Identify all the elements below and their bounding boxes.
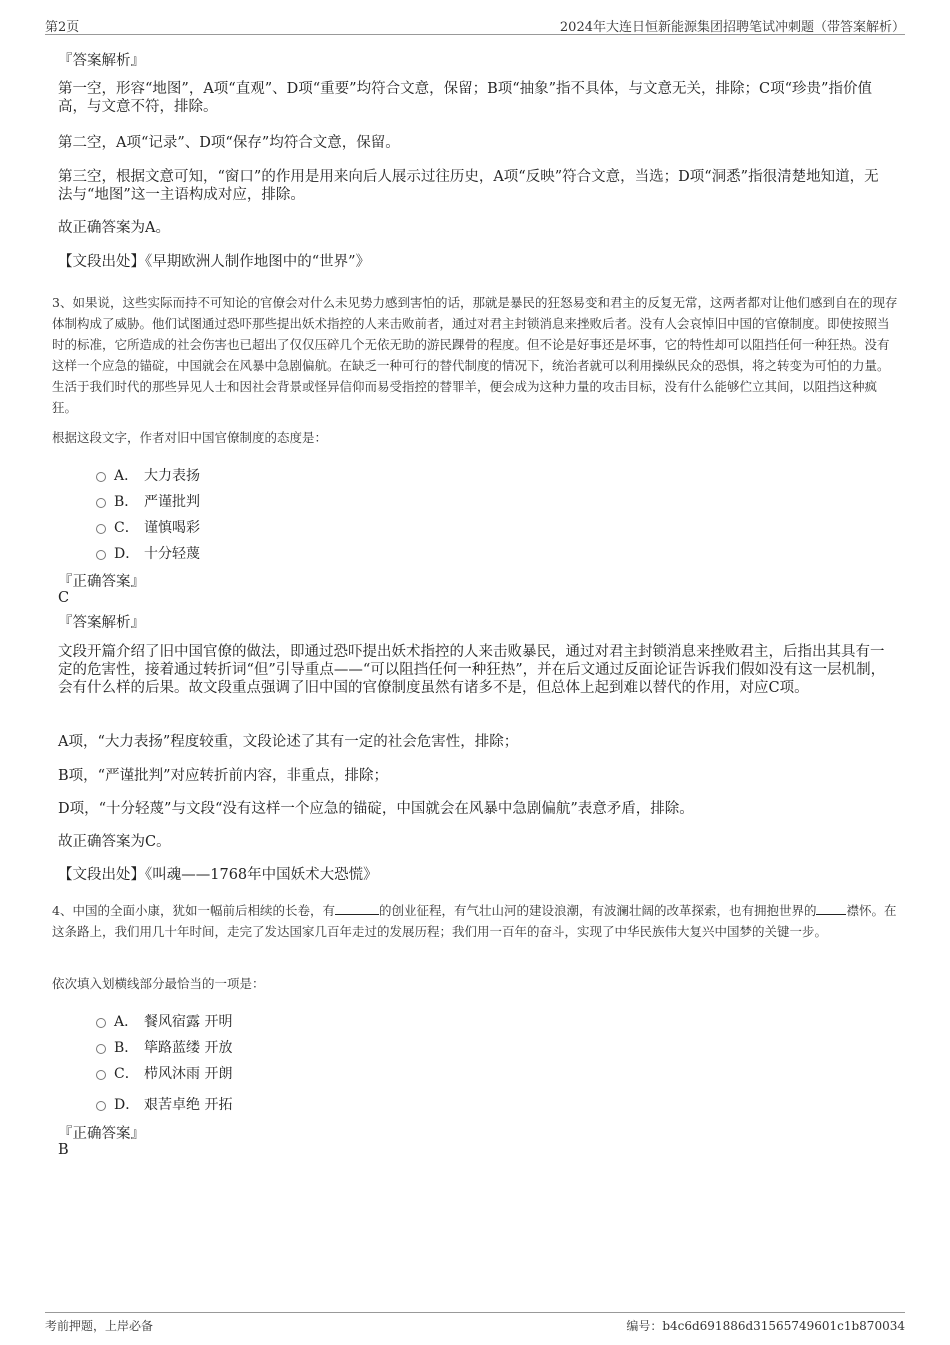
q3-analysis-p2: A项，“大力表扬”程度较重，文段论述了其有一定的社会危害性，排除； <box>58 734 519 750</box>
option-label: D． <box>114 546 140 562</box>
radio-icon[interactable] <box>96 1044 106 1054</box>
q4-passage-part-2: 的创业征程，有气壮山河的建设浪潮，有波澜壮阔的改革探索，也有拥抱世界的 <box>378 903 817 918</box>
q2-source: 【文段出处】《早期欧洲人制作地图中的“世界”》 <box>58 254 371 270</box>
q4-passage-part-3: 襟怀。在这条路上，我们用几十年时间，走完了发达国家几百年走过的发展历程；我们用一百年的奋斗，实现了中华民族伟大复兴中国梦的关键一步。 <box>52 903 897 939</box>
radio-icon[interactable] <box>96 472 106 482</box>
q2-analysis-label: 『答案解析』 <box>58 53 145 69</box>
q3-analysis-p1: 文段开篇介绍了旧中国官僚的做法，即通过恐吓提出妖术指控的人来击败暴民，通过对君主封锁消息来挫败君主，后指出其具有一定的危害性，接着通过转折词“但”引导重点——“可以阻挡任何一种狂热”，并在后文通过反面论证告诉我们假如没有这一层机制，会有什么样的后果。故文段重点强调了旧中国的官僚制度虽然有诸多不是，但总体上起到难以替代的作用，对应C项。 <box>58 644 886 696</box>
q4-answer-label: 『正确答案』 <box>58 1126 145 1142</box>
option-text: 十分轻蔑 <box>144 546 200 562</box>
option-label: C． <box>114 1066 139 1082</box>
q3-source: 【文段出处】《叫魂——1768年中国妖术大恐慌》 <box>58 867 378 883</box>
page-header <box>45 14 905 35</box>
q4-answer: B <box>58 1142 69 1158</box>
q3-passage: 3、如果说，这些实际而持不可知论的官僚会对什么未见势力感到害怕的话，那就是暴民的狂怒易变和君主的反复无常，这两者都对让他们感到自在的现存体制构成了威胁。他们试图通过恐吓那些提出妖术指控的人来击败前者，通过对君主封锁消息来挫败后者。没有人会哀悼旧中国的官僚制度。即使按照当时的标准，它所造成的社会伤害也已超出了仅仅压碎几个无依无助的游民踝骨的程度。但不论是好事还是坏事，它的特性却可以阻挡任何一种狂热。没有这样一个应急的锚碇，中国就会在风暴中急剧偏航。在缺乏一种可行的替代制度的情况下，统治者就可以利用操纵民众的恐惧，将之转变为可怕的力量。生活于我们时代的那些异见人士和因社会背景或怪异信仰而易受指控的替罪羊，便会成为这种力量的攻击目标，没有什么能够伫立其间，以阻挡这种疯狂。 <box>52 295 898 415</box>
option-label: B． <box>114 494 139 510</box>
option-label: A． <box>114 1014 139 1030</box>
option-label: A． <box>114 468 139 484</box>
q3-answer-label: 『正确答案』 <box>58 574 145 590</box>
q3-analysis-label: 『答案解析』 <box>58 615 145 631</box>
q4-passage <box>52 900 898 942</box>
q2-analysis-p1: 第一空，形容“地图”，A项“直观”、D项“重要”均符合文意，保留；B项“抽象”指不具体，与文意无关，排除；C项“珍贵”指价值高，与文意不符，排除。 <box>58 81 872 115</box>
footer-slogan: 考前押题，上岸必备 <box>45 1319 154 1333</box>
option-text: 艰苦卓绝 开拓 <box>144 1097 233 1113</box>
q3-analysis-p3: B项，“严谨批判”对应转折前内容，非重点，排除； <box>58 768 388 784</box>
option-text: 栉风沐雨 开朗 <box>144 1066 233 1082</box>
option-text: 大力表扬 <box>144 468 200 484</box>
q3-conclusion: 故正确答案为C。 <box>58 834 171 850</box>
option-label: B． <box>114 1040 139 1056</box>
option-text: 谨慎喝彩 <box>144 520 200 536</box>
fill-blank-1[interactable] <box>335 902 379 915</box>
option-text: 筚路蓝缕 开放 <box>144 1040 233 1056</box>
radio-icon[interactable] <box>96 1018 106 1028</box>
option-label: D． <box>114 1097 140 1113</box>
document-title: 2024年大连日恒新能源集团招聘笔试冲刺题（带答案解析） <box>559 20 905 35</box>
page-number: 第2页 <box>45 20 80 35</box>
fill-blank-2[interactable] <box>816 902 846 915</box>
page-footer <box>45 1312 905 1337</box>
q2-analysis-p3: 第三空，根据文意可知，“窗口”的作用是用来向后人展示过往历史，A项“反映”符合文意，当选；D项“洞悉”指很清楚地知道，无法与“地图”这一主语构成对应，排除。 <box>58 169 879 203</box>
q4-question: 依次填入划横线部分最恰当的一项是： <box>52 976 265 991</box>
radio-icon[interactable] <box>96 498 106 508</box>
radio-icon[interactable] <box>96 1101 106 1111</box>
q3-question: 根据这段文字，作者对旧中国官僚制度的态度是： <box>52 430 328 445</box>
radio-icon[interactable] <box>96 524 106 534</box>
q2-analysis-p2: 第二空，A项“记录”、D项“保存”均符合文意，保留。 <box>58 135 400 151</box>
radio-icon[interactable] <box>96 550 106 560</box>
document-code: 编号：b4c6d691886d31565749601c1b870034 <box>626 1319 905 1333</box>
option-text: 严谨批判 <box>144 494 200 510</box>
option-label: C． <box>114 520 139 536</box>
q2-conclusion: 故正确答案为A。 <box>58 220 170 236</box>
q3-analysis-p4: D项，“十分轻蔑”与文段“没有这样一个应急的锚碇，中国就会在风暴中急剧偏航”表意矛盾，排除。 <box>58 801 694 817</box>
option-text: 餐风宿露 开明 <box>144 1014 233 1030</box>
radio-icon[interactable] <box>96 1070 106 1080</box>
q4-passage-part-1: 4、中国的全面小康，犹如一幅前后相续的长卷，有 <box>52 903 335 918</box>
q3-answer: C <box>58 590 70 606</box>
